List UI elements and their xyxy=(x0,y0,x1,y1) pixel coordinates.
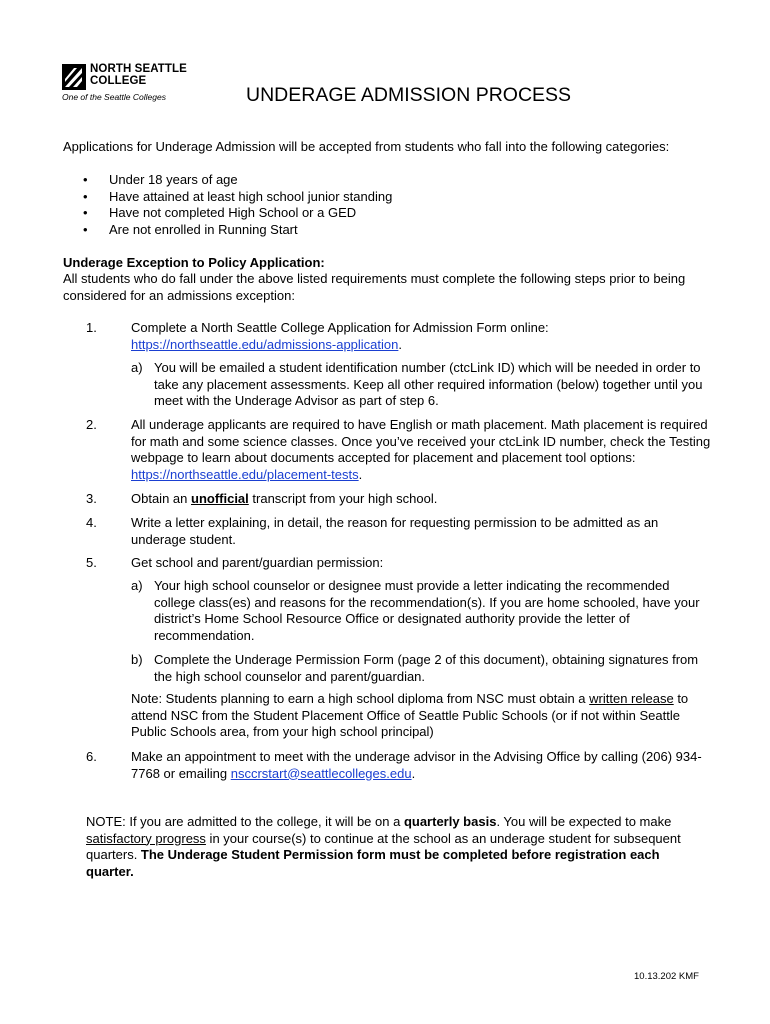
bullet-dot: • xyxy=(83,188,88,204)
bullet-dot: • xyxy=(83,172,88,187)
step-3-text: Obtain an unofficial transcript from your high school. xyxy=(131,491,438,506)
logo-mark-icon xyxy=(62,64,86,90)
page-title: UNDERAGE ADMISSION PROCESS xyxy=(246,84,572,106)
step-5-note: Note: Students planning to earn a high school diploma from NSC must obtain a written release to attend NSC from the Student Placement Office of Seattle Public Schools (or if not within Seattle Public Schools area, from your high school principal) xyxy=(131,691,689,739)
step-number: 4. xyxy=(86,515,97,530)
step-number: 6. xyxy=(86,749,97,764)
step-1-text: Complete a North Seattle College Application for Admission Form online: https://northseattle.edu/admissions-application. xyxy=(131,320,549,352)
advisor-email-link[interactable]: nsccrstart@seattlecolleges.edu xyxy=(230,765,412,781)
step-5a-text: Your high school counselor or designee must provide a letter indicating the recommended college class(es) and reasons for the recommendation(s). If you are home schooled, have your district’s Home School Resource Office or designated authority provide the letter of recommendation. xyxy=(154,578,700,643)
bullet-dot: • xyxy=(83,205,88,220)
intro-text: Applications for Underage Admission will be accepted from students who fall into the following categories: xyxy=(63,139,670,154)
substep-label: a) xyxy=(131,360,143,375)
list-item: Have attained at least high school junior standing xyxy=(109,188,393,204)
quarterly-note: NOTE: If you are admitted to the college, it will be on a quarterly basis. You will be expected to make satisfactory progress in your course(s) to continue at the school as an underage student for subsequent quarters. The Underage Student Permission form must be completed before registration each quarter. xyxy=(86,814,681,879)
step-4-text: Write a letter explaining, in detail, the reason for requesting permission to be admitted as an underage student. xyxy=(131,515,659,547)
logo-tagline: One of the Seattle Colleges xyxy=(62,92,166,102)
step-number: 5. xyxy=(86,555,97,570)
step-number: 2. xyxy=(86,417,97,432)
logo-name: NORTH SEATTLE COLLEGE xyxy=(90,63,187,87)
substep-label: b) xyxy=(131,652,143,667)
step-6-text: Make an appointment to meet with the underage advisor in the Advising Office by calling (206) 934-7768 or emailing nsccrstart@seattlecolleges.edu. xyxy=(131,749,702,781)
bullet-dot: • xyxy=(83,221,88,237)
step-1a-text: You will be emailed a student identification number (ctcLink ID) which will be needed in order to take any placement assessments. Keep all other required information (below) together until you meet with the Underage Advisor as part of step 6. xyxy=(154,360,703,408)
step-5b-text: Complete the Underage Permission Form (page 2 of this document), obtaining signatures from the high school counselor and parent/guardian. xyxy=(154,652,699,684)
step-5-text: Get school and parent/guardian permission: xyxy=(131,555,384,570)
substep-label: a) xyxy=(131,578,143,593)
step-number: 1. xyxy=(86,320,97,335)
step-2-text: All underage applicants are required to have English or math placement. Math placement is required for math and some science classes. Once you’ve received your ctcLink ID number, check the Testing webpage to learn about documents accepted for placement and placement tool options: https://northseattle.edu/placement-tests. xyxy=(131,417,711,482)
list-item: Under 18 years of age xyxy=(109,172,238,187)
college-logo xyxy=(62,62,192,104)
step-number: 3. xyxy=(86,491,97,506)
footer-code: 10.13.202 KMF xyxy=(634,971,699,982)
placement-tests-link[interactable]: https://northseattle.edu/placement-tests xyxy=(131,466,359,482)
list-item: Are not enrolled in Running Start xyxy=(109,221,298,237)
list-item: Have not completed High School or a GED xyxy=(109,205,357,220)
admissions-application-link[interactable]: https://northseattle.edu/admissions-application xyxy=(131,336,399,352)
exception-text: All students who do fall under the above listed requirements must complete the following steps prior to being considered for an admissions exception: xyxy=(63,271,686,303)
exception-heading: Underage Exception to Policy Application: xyxy=(63,255,325,270)
